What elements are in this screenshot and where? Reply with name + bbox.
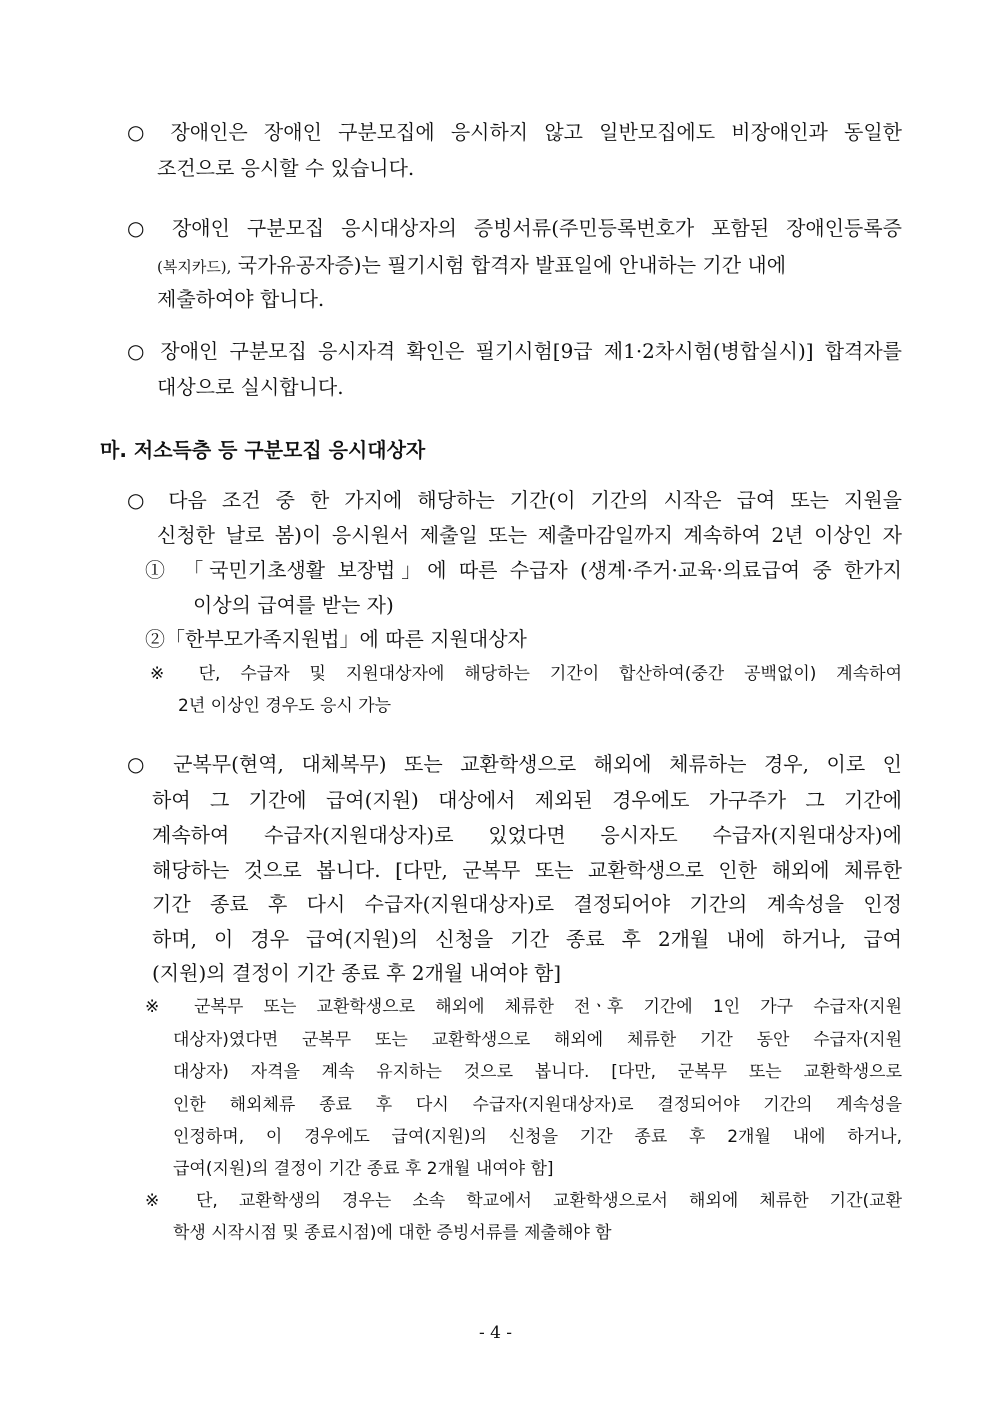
note-1-line-2: 2년 이상인 경우도 응시 가능 bbox=[178, 696, 392, 716]
item-1-line-2: 이상의 급여를 받는 자) bbox=[193, 593, 394, 617]
paragraph-1-line-1: ○ 장애인은 장애인 구분모집에 응시하지 않고 일반모집에도 비장애인과 동일한 bbox=[127, 120, 902, 144]
paragraph-2-line-2 bbox=[157, 252, 786, 280]
paragraph-1-line-2: 조건으로 응시할 수 있습니다. bbox=[157, 156, 415, 180]
item-2: ②「한부모가족지원법」에 따른 지원대상자 bbox=[145, 627, 527, 651]
item-1-line-1: ① 「국민기초생활 보장법」에 따른 수급자 (생계·주거·교육·의료급여 중 한가지 bbox=[145, 558, 902, 582]
note-1-line-1: ※ 단, 수급자 및 지원대상자에 해당하는 기간이 합산하여(중간 공백없이) 계속하여 bbox=[150, 664, 902, 684]
paragraph-4-line-1: ○ 다음 조건 중 한 가지에 해당하는 기간(이 기간의 시작은 급여 또는 지원을 bbox=[127, 488, 902, 512]
paragraph-5-line-7: (지원)의 결정이 기간 종료 후 2개월 내여야 함] bbox=[152, 961, 562, 985]
note-2-line-1: ※ 군복무 또는 교환학생으로 해외에 체류한 전ㆍ후 기간에 1인 가구 수급자(지원 bbox=[145, 997, 902, 1017]
paragraph-2-line-2-small: (복지카드), bbox=[157, 258, 232, 276]
paragraph-3-line-2: 대상으로 실시합니다. bbox=[157, 375, 344, 399]
section-heading: 마. 저소득층 등 구분모집 응시대상자 bbox=[100, 438, 426, 462]
page-number: - 4 - bbox=[478, 1323, 513, 1343]
paragraph-5-line-3: 계속하여 수급자(지원대상자)로 있었다면 응시자도 수급자(지원대상자)에 bbox=[152, 823, 902, 847]
paragraph-5-line-4: 해당하는 것으로 봅니다. [다만, 군복무 또는 교환학생으로 인한 해외에 체류한 bbox=[152, 858, 902, 882]
paragraph-5-line-2: 하여 그 기간에 급여(지원) 대상에서 제외된 경우에도 가구주가 그 기간에 bbox=[152, 788, 902, 812]
note-2-line-4: 인한 해외체류 종료 후 다시 수급자(지원대상자)로 결정되어야 기간의 계속성을 bbox=[173, 1095, 902, 1115]
paragraph-4-line-2: 신청한 날로 봄)이 응시원서 제출일 또는 제출마감일까지 계속하여 2년 이상인 자 bbox=[157, 523, 902, 547]
paragraph-5-line-5: 기간 종료 후 다시 수급자(지원대상자)로 결정되어야 기간의 계속성을 인정 bbox=[152, 892, 902, 916]
note-2-line-3: 대상자) 자격을 계속 유지하는 것으로 봅니다. [다만, 군복무 또는 교환학생으로 bbox=[173, 1062, 902, 1082]
paragraph-2-line-3: 제출하여야 합니다. bbox=[157, 287, 325, 311]
paragraph-2-line-2-rest: 국가유공자증)는 필기시험 합격자 발표일에 안내하는 기간 내에 bbox=[231, 253, 787, 277]
note-3-line-2: 학생 시작시점 및 종료시점)에 대한 증빙서류를 제출해야 함 bbox=[173, 1223, 612, 1243]
note-2-line-5: 인정하며, 이 경우에도 급여(지원)의 신청을 기간 종료 후 2개월 내에 하거나, bbox=[173, 1127, 902, 1147]
note-2-line-2: 대상자)였다면 군복무 또는 교환학생으로 해외에 체류한 기간 동안 수급자(지원 bbox=[173, 1030, 902, 1050]
paragraph-5-line-6: 하며, 이 경우 급여(지원)의 신청을 기간 종료 후 2개월 내에 하거나, 급여 bbox=[152, 927, 902, 951]
note-3-line-1: ※ 단, 교환학생의 경우는 소속 학교에서 교환학생으로서 해외에 체류한 기간(교환 bbox=[145, 1191, 902, 1211]
paragraph-3-line-1: ○ 장애인 구분모집 응시자격 확인은 필기시험[9급 제1·2차시험(병합실시)] 합격자를 bbox=[127, 339, 902, 363]
note-2-line-6: 급여(지원)의 결정이 기간 종료 후 2개월 내여야 함] bbox=[173, 1159, 554, 1179]
paragraph-5-line-1: ○ 군복무(현역, 대체복무) 또는 교환학생으로 해외에 체류하는 경우, 이로 인 bbox=[127, 752, 902, 776]
paragraph-2-line-1: ○ 장애인 구분모집 응시대상자의 증빙서류(주민등록번호가 포함된 장애인등록증 bbox=[127, 216, 902, 240]
